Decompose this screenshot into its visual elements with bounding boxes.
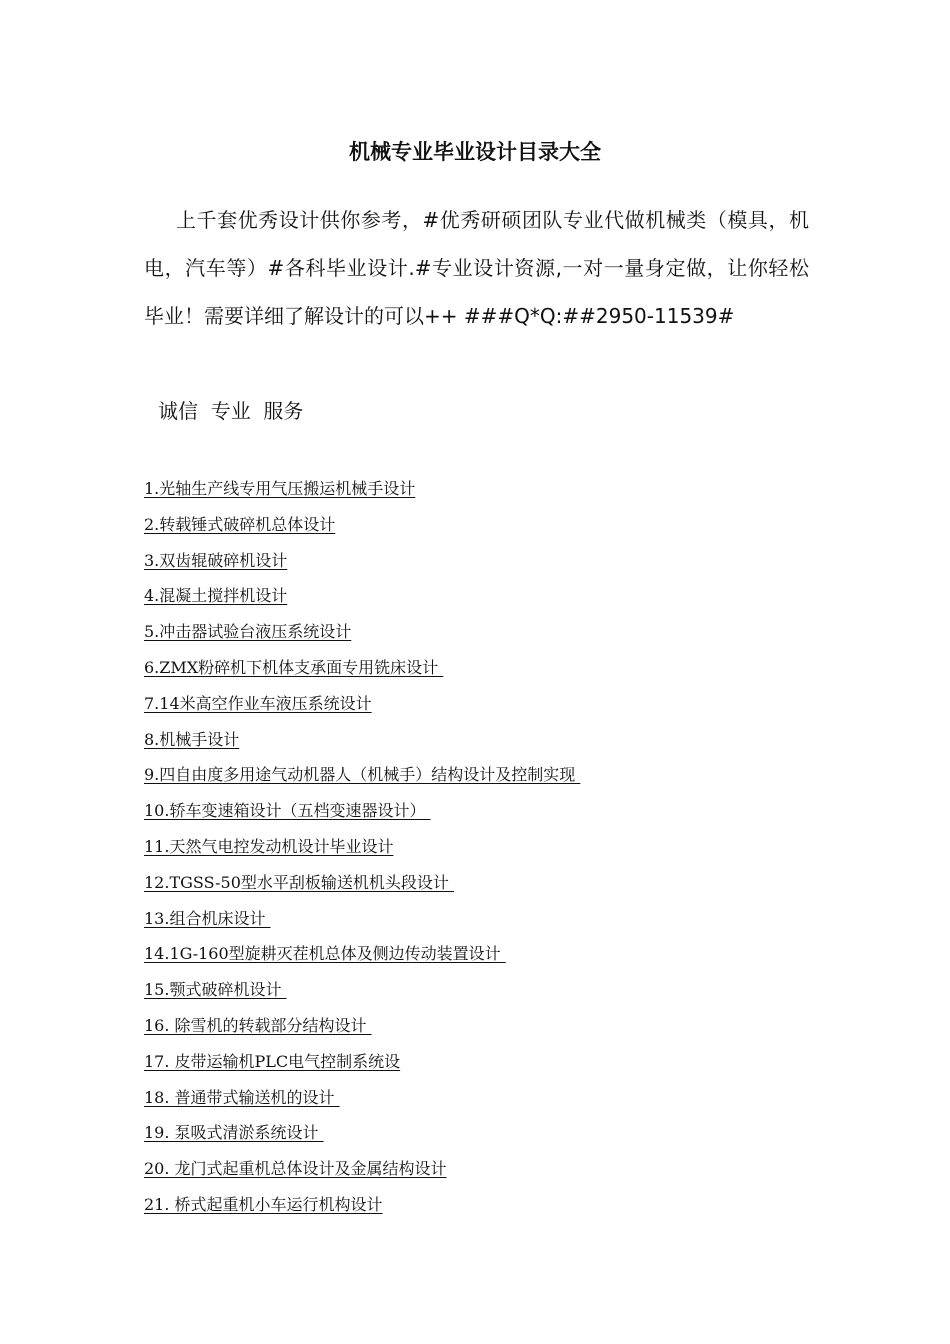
list-item [144,798,580,834]
motto-text: 诚信 专业 服务 [158,399,304,423]
list-item [144,619,580,655]
design-link[interactable]: 9.四自由度多用途气动机器人（机械手）结构设计及控制实现 [144,765,581,785]
list-item [144,1156,580,1192]
intro-paragraph: 上千套优秀设计供你参考，#优秀研硕团队专业代做机械类（模具，机电，汽车等）#各科毕业设计.#专业设计资源,一对一量身定做，让你轻松毕业！需要详细了解设计的可以++ ###Q*Q:##2950-11539# [144,208,809,328]
design-link[interactable]: 6.ZMX粉碎机下机体支承面专用铣床设计 [144,657,444,677]
design-link[interactable]: 1.光轴生产线专用气压搬运机械手设计 [144,479,416,498]
design-link[interactable]: 2.转载锤式破碎机总体设计 [144,514,336,534]
list-item [144,762,580,798]
list-item [144,1049,580,1085]
design-link[interactable]: 19. 泵吸式清淤系统设计 [144,1123,324,1143]
list-item [144,906,580,942]
design-link[interactable]: 10.轿车变速箱设计（五档变速器设计） [144,801,431,821]
design-link[interactable]: 3.双齿辊破碎机设计 [144,550,288,570]
list-item [144,1192,580,1228]
design-link[interactable]: 15.颚式破碎机设计 [144,980,287,1000]
list-item [144,1120,580,1156]
list-item [144,834,580,870]
design-link[interactable]: 5.冲击器试验台液压系统设计 [144,622,352,642]
design-link[interactable]: 8.机械手设计 [144,729,240,749]
list-item [144,977,580,1013]
design-link[interactable]: 18. 普通带式输送机的设计 [144,1087,340,1107]
list-item [144,870,580,906]
design-link[interactable]: 17. 皮带运输机PLC电气控制系统设 [144,1051,401,1071]
design-link[interactable]: 13.组合机床设计 [144,908,271,928]
design-link[interactable]: 4.混凝土搅拌机设计 [144,586,288,606]
list-item [144,941,580,977]
design-link[interactable]: 16. 除雪机的转载部分结构设计 [144,1015,372,1035]
list-item [144,655,580,691]
design-link[interactable]: 11.天然气电控发动机设计毕业设计 [144,836,394,856]
list-item [144,691,580,727]
list-item [144,476,580,512]
list-item [144,583,580,619]
list-item [144,512,580,548]
list-item [144,548,580,584]
list-item [144,727,580,763]
design-list [144,476,580,1228]
list-item [144,1013,580,1049]
list-item [144,1085,580,1121]
design-link[interactable]: 14.1G-160型旋耕灭茬机总体及侧边传动装置设计 [144,944,506,964]
design-link[interactable]: 20. 龙门式起重机总体设计及金属结构设计 [144,1159,447,1179]
design-link[interactable]: 21. 桥式起重机小车运行机构设计 [144,1194,383,1214]
document-title: 机械专业毕业设计目录大全 [349,140,601,164]
design-link[interactable]: 7.14米高空作业车液压系统设计 [144,693,372,713]
design-link[interactable]: 12.TGSS-50型水平刮板输送机机头段设计 [144,872,454,892]
